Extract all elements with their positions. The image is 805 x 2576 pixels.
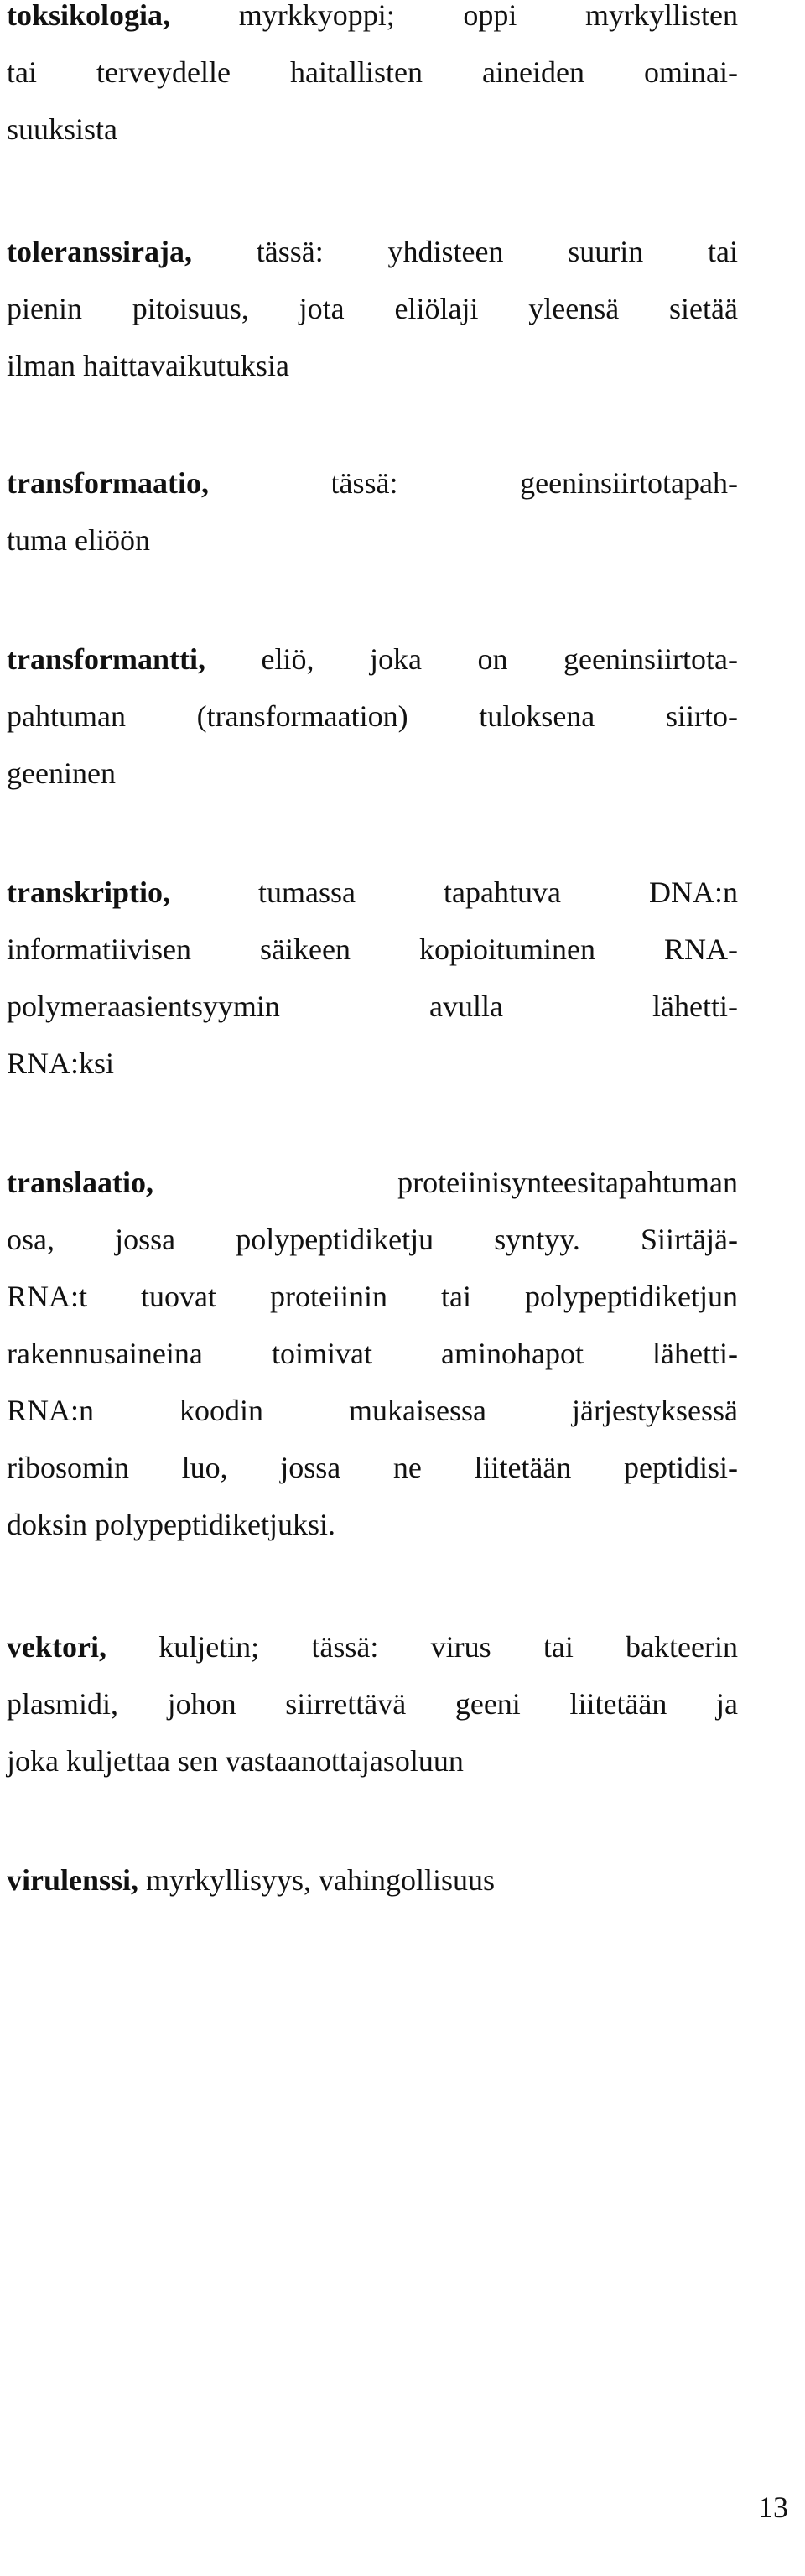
definition-line: RNA:ksi [7,1046,115,1080]
definition-line: ribosomin luo, jossa ne liitetään peptidisi- [7,1451,738,1484]
glossary-term: vektori, [7,1630,106,1664]
definition-line: polymeraasientsyymin avulla lähetti- [7,989,738,1023]
glossary-term: toleranssiraja, [7,235,192,268]
glossary-term: virulenssi, [7,1863,139,1897]
definition-line: myrkyllisyys, vahingollisuus [138,1863,496,1897]
definition-line: ilman haittavaikutuksia [7,349,289,382]
definition-line: tai terveydelle haitallisten aineiden ominai- [7,55,738,89]
definition-line: myrkkyoppi; oppi myrkyllisten [170,0,738,32]
glossary-entry-transkriptio [7,864,738,1092]
definition-line: joka kuljettaa sen vastaanottajasoluun [7,1744,464,1778]
definition-line: tässä: geeninsiirtotapah- [208,466,738,500]
definition-line: kuljetin; tässä: virus tai bakteerin [106,1630,738,1664]
definition-line: plasmidi, johon siirrettävä geeni liitetään ja [7,1687,738,1721]
definition-line: pahtuman (transformaation) tuloksena siirto- [7,699,738,733]
definition-line: geeninen [7,756,116,790]
glossary-entry-toksikologia [7,0,738,158]
definition-line: suuksista [7,112,118,146]
definition-line: pienin pitoisuus, jota eliölaji yleensä sietää [7,292,738,325]
glossary-term: transformantti, [7,642,205,676]
glossary-entry-toleranssiraja [7,223,738,394]
definition-line: proteiinisynteesitapahtuman [153,1166,738,1199]
definition-line: tuma eliöön [7,523,150,557]
definition-line: tässä: yhdisteen suurin tai [191,235,738,268]
glossary-entry-vektori [7,1618,738,1789]
glossary-term: transkriptio, [7,875,171,909]
glossary-entry-transformantti [7,631,738,802]
definition-line: tumassa tapahtuva DNA:n [170,875,738,909]
glossary-term: toksikologia, [7,0,171,32]
definition-line: informatiivisen säikeen kopioituminen RNA- [7,932,738,966]
definition-line: RNA:n koodin mukaisessa järjestyksessä [7,1394,738,1427]
definition-line: rakennusaineina toimivat aminohapot lähetti- [7,1337,738,1370]
definition-line: osa, jossa polypeptidiketju syntyy. Siirtäjä- [7,1223,738,1256]
definition-line: eliö, joka on geeninsiirtota- [205,642,738,676]
glossary-entry-translaatio [7,1154,738,1553]
definition-line: doksin polypeptidiketjuksi. [7,1508,335,1541]
page-number: 13 [758,2490,788,2524]
definition-line: RNA:t tuovat proteiinin tai polypeptidiketjun [7,1280,738,1313]
glossary-term: translaatio, [7,1166,153,1199]
glossary-entry-transformaatio [7,454,738,569]
glossary-term: transformaatio, [7,466,209,500]
glossary-entry-virulenssi [7,1852,738,1909]
